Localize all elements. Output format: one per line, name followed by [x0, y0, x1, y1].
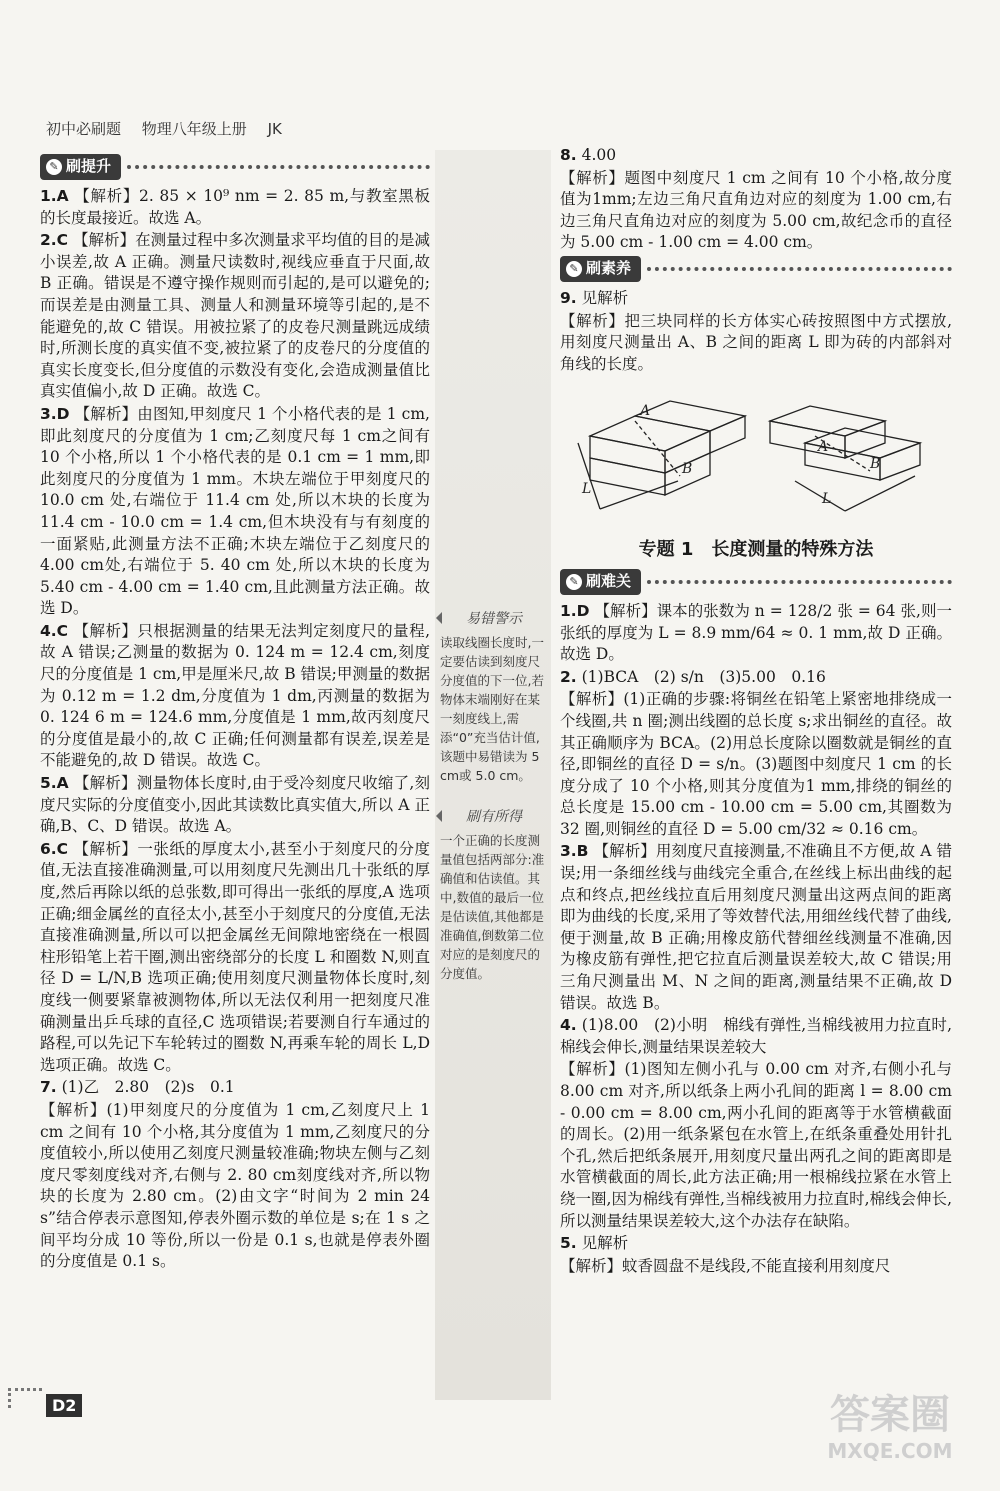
answer-number: 3.D [40, 404, 70, 423]
tip-heading: 刷有所得 [466, 809, 522, 825]
tip-text: 读取线圈长度时,一定要估读到刻度尺分度值的下一位,若物体末端刚好在某一刻度线上,需添“0”充当估计值,该题中易错读为 5 cm或 5.0 cm。 [440, 635, 544, 783]
label-l: L [582, 481, 592, 498]
answer-number: 1.A [40, 187, 69, 205]
topic-title: 专题 1 长度测量的特殊方法 [638, 539, 874, 561]
answer-item [40, 839, 430, 1077]
answer-item [560, 841, 952, 1014]
answer-item [40, 1077, 430, 1099]
site-logo [800, 1391, 980, 1481]
answer-text: 【解析】用刻度尺直接测量,不准确且不方便,故 A 错误;用一条细丝线与曲线完全重合,在丝线上标出曲线的起点和终点,把丝线拉直后用刻度尺测量出这两点间的距离即为曲线的长度,采用了等效替代法,用细丝线代替了曲线,便于测量,故 B 正确;用橡皮筋代替细丝线测量不准确,因为橡皮筋有弹性,把它拉直后测量误差较大,故 C 错误;用三角尺测量出 M、N 之间的距离,测量结果不正确,故 D 错误。故选 B。 [560, 842, 952, 1012]
answer-text: 【解析】(1)图知左侧小孔与 0.00 cm 对齐,右侧小孔与 8.00 cm 对齐,所以纸条上两小孔间的距离 l = 8.00 cm - 0.00 cm = 8.00 cm,两小孔间的距离等于水管横截面的周长。(2)用一纸条紧包在水管上,在纸条重叠处用针扎个孔,然后把纸条展开,用刻度尺量出两孔之间的距离即是水管横截面的周长,此方法正确;用一根棉线拉紧在水管上绕一圈,因为棉线有弹性,当棉线被用力拉直时,棉线会伸长,所以测量结果误差较大,这个办法存在缺陷。 [560, 1060, 952, 1230]
answer-text: 4.00 [581, 146, 617, 164]
answer-number: 4. [560, 1016, 577, 1035]
label-b: B [870, 456, 881, 473]
answer-text: (1)BCA (2) s/n (3)5.00 0.16 [581, 667, 826, 686]
answer-text: 【解析】2. 85 × 10⁹ nm = 2. 85 m,与教室黑板的长度最接近。故选 A。 [40, 187, 430, 227]
answer-text: 见解析 [581, 1234, 629, 1253]
logo-text: 答案圈 [830, 1392, 950, 1438]
answer-item [560, 1256, 952, 1278]
section-header-nanguan [560, 569, 952, 595]
answer-list [560, 288, 952, 375]
answer-item [40, 404, 430, 620]
dotted-divider [127, 165, 430, 169]
answer-item [560, 601, 952, 666]
answer-number: 3.B [560, 842, 589, 861]
answer-item [40, 230, 430, 403]
label-a: A [640, 403, 651, 420]
answer-text: 【解析】只根据测量的结果无法判定刻度尺的量程,故 A 错误;乙测量的数据为 0. 124 m = 12.4 cm,刻度尺的分度值是 1 cm,甲是厘米尺,故 B 错误;甲测量的数据为 0.12 m = 1.2 dm,分度值为 1 dm,丙测量的数据为 0. 124 6 m = 124.6 mm,分度值是 1 mm,故丙刻度尺的分度值是最小的,故 C 正确;任何测量都有误差,误差是不能避免的,故 D 错误。故选 C。 [40, 621, 430, 770]
dotted-divider [647, 580, 952, 584]
tip-text: 一个正确的长度测量值包括两部分:准确值和估读值。其中,数值的最后一位是估读值,其他都是准确值,倒数第二位对应的是刻度尺的分度值。 [440, 833, 545, 981]
tip-heading: 易错警示 [466, 611, 522, 627]
answer-number: 2. [560, 667, 577, 686]
answer-text: (1)8.00 (2)小明 棉线有弹性,当棉线被用力拉直时,棉线会伸长,测量结果误差较大 [560, 1016, 952, 1056]
section-title: 刷素养 [586, 259, 632, 278]
answer-text: 见解析 [581, 288, 629, 307]
answer-item [40, 1100, 430, 1273]
answer-item [560, 145, 952, 167]
answer-item [560, 1059, 952, 1232]
corner-decoration [8, 1388, 42, 1408]
section-header-tisheng [40, 154, 430, 180]
tip-box-error-warning [440, 610, 548, 785]
answer-number: 2.C [40, 231, 69, 250]
edition: JK [267, 120, 282, 138]
answer-number: 4.C [40, 621, 69, 640]
section-badge [40, 154, 121, 180]
left-column [40, 152, 430, 1274]
answer-number: 1.D [560, 601, 590, 620]
answer-text: 【解析】课本的张数为 n = 128/2 张 = 64 张,则一张纸的厚度为 L = 8.9 mm/64 ≈ 0. 1 mm,故 D 正确。故选 D。 [560, 601, 952, 664]
answer-number: 7. [40, 1078, 57, 1097]
answer-number: 5.A [40, 774, 69, 793]
answer-item [40, 773, 430, 838]
tip-box-takeaway [440, 808, 548, 983]
series-name: 初中必刷题 [46, 120, 122, 138]
section-title: 刷难关 [586, 572, 632, 591]
answer-list [560, 601, 952, 1277]
label-l: L [822, 491, 832, 508]
answer-text: 【解析】(1)甲刻度尺的分度值为 1 cm,乙刻度尺上 1 cm 之间有 10 个小格,其分度值为 1 mm,乙刻度尺的分度值较小,所以使用乙刻度尺测量较准确;物块左侧与乙刻度尺零刻度线对齐,右侧与 2. 80 cm刻度线对齐,所以物块的长度为 2.80 cm。(2)由文字“时间为 2 min 24 s”结合停表示意图知,停表外圈示数的单位是 s;在 1 s 之间平均分成 10 等份,所以一份是 0.1 s,也就是停表外圈的分度值是 0.1 s。 [40, 1100, 430, 1271]
right-column [560, 145, 952, 1278]
answer-number: 6.C [40, 839, 69, 858]
brick-figure [560, 381, 952, 531]
answer-list [560, 145, 952, 254]
answer-item [560, 1233, 952, 1255]
answer-text: 【解析】一张纸的厚度太小,甚至小于刻度尺的分度值,无法直接准确测量,可以用刻度尺先测出几十张纸的厚度,然后再除以纸的总张数,即可得出一张纸的厚度,A 选项正确;细金属丝的直径太小,甚至小于刻度尺的分度值,无法直接准确测量,所以可以把金属丝无间隙地密绕在一根圆柱形铅笔上若干圈,测出密绕部分的长度 L 和圈数 N,则直径 D = L/N,B 选项正确;使用刻度尺测量物体长度时,刻度线一侧要紧靠被测物体,所以无法仅利用一把刻度尺准确测量出乒乓球的直径,C 选项错误;若要测自行车通过的路程,可以先记下车轮转过的圈数 N,再乘车轮的周长 L,D 选项正确。故选 C。 [40, 839, 430, 1074]
dotted-divider [647, 267, 952, 271]
answer-list [40, 186, 430, 1273]
answer-item [40, 621, 430, 772]
answer-text: 【解析】(1)正确的步骤:将铜丝在铅笔上紧密地排绕成一个线圈,共 n 圈;测出线圈的总长度 s;求出铜丝的直径。故其正确顺序为 BCA。(2)用总长度除以圈数就是铜丝的直径,即铜丝的直径 D = s/n。(3)题图中刻度尺 1 cm 的长度分成了 10 个小格,则其分度值为1 mm,排绕的铜丝的总长度是 15.00 cm - 10.00 cm = 5.00 cm,其圈数为 32 圈,则铜丝的直径 D = 5.00 cm/32 ≈ 0.16 cm。 [560, 690, 952, 838]
logo-url: MXQE.COM [827, 1439, 953, 1463]
answer-text: (1)乙 2.80 (2)s 0.1 [61, 1078, 235, 1097]
section-title: 刷提升 [66, 157, 112, 176]
section-header-suyang [560, 256, 952, 282]
answer-number: 5. [560, 1234, 577, 1253]
answer-item [560, 288, 952, 310]
answer-item [560, 168, 952, 254]
answer-number: 9. [560, 288, 577, 307]
pencil-icon: ✎ [566, 261, 582, 277]
answer-item [40, 186, 430, 229]
section-badge [560, 569, 641, 595]
brick-diagram [560, 381, 952, 531]
answer-item [560, 667, 952, 689]
book-name: 物理八年级上册 [141, 120, 247, 138]
answer-text: 【解析】题图中刻度尺 1 cm 之间有 10 个小格,故分度值为1mm;左边三角尺直角边对应的刻度为 1.00 cm,右边三角尺直角边对应的刻度为 5.00 cm,故纪念币的直径为 5.00 cm - 1.00 cm = 4.00 cm。 [560, 168, 952, 252]
answer-text: 【解析】蚊香圆盘不是线段,不能直接利用刻度尺 [560, 1256, 891, 1275]
answer-item [560, 311, 952, 376]
pencil-icon: ✎ [46, 159, 62, 175]
label-b: B [682, 461, 693, 478]
answer-item [560, 689, 952, 840]
page-number: D2 [46, 1394, 82, 1417]
label-a: A [818, 439, 829, 456]
answer-text: 【解析】测量物体长度时,由于受冷刻度尺收缩了,刻度尺实际的分度值变小,因此其读数比真实值大,所以 A 正确,B、C、D 错误。故选 A。 [40, 774, 431, 836]
answer-number: 8. [560, 146, 577, 164]
section-badge [560, 256, 641, 282]
answer-text: 【解析】把三块同样的长方体实心砖按照图中方式摆放,用刻度尺测量出 A、B 之间的距离 L 即为砖的内部斜对角线的长度。 [560, 311, 952, 373]
page-header [46, 118, 282, 139]
answer-item [560, 1015, 952, 1058]
pencil-icon: ✎ [566, 574, 582, 590]
answer-text: 【解析】在测量过程中多次测量求平均值的目的是减小误差,故 A 正确。测量尺读数时,视线应垂直于尺面,故 B 正确。错误是不遵守操作规则而引起的,是可以避免的;而误差是由测量工具、测量人和测量环境等引起的,是不能避免的,故 C 错误。用被拉紧了的皮卷尺测量跳远成绩时,所测长度的真实值不变,被拉紧了的皮卷尺的分度值的真实长度变长,但分度值的示数没有变化,会造成测量值比真实值偏小,故 D 正确。故选 C。 [40, 231, 430, 401]
answer-text: 【解析】由图知,甲刻度尺 1 个小格代表的是 1 cm,即此刻度尺的分度值为 1 cm;乙刻度尺每 1 cm之间有 10 个小格,所以 1 个小格代表的是 0.1 cm = 1 mm,即此刻度尺的分度值为 1 mm。木块左端位于甲刻度尺的 10.0 cm 处,右端位于 11.4 cm 处,所以木块的长度为 11.4 cm - 10.0 cm = 1.4 cm,但木块没有与有刻度的一面紧贴,此测量方法不正确;木块左端位于乙刻度尺的4.00 cm处,右端位于 5. 40 cm 处,所以木块的长度为 5.40 cm - 4.00 cm = 1.40 cm,且此测量方法正确。故选 D。 [40, 404, 430, 618]
